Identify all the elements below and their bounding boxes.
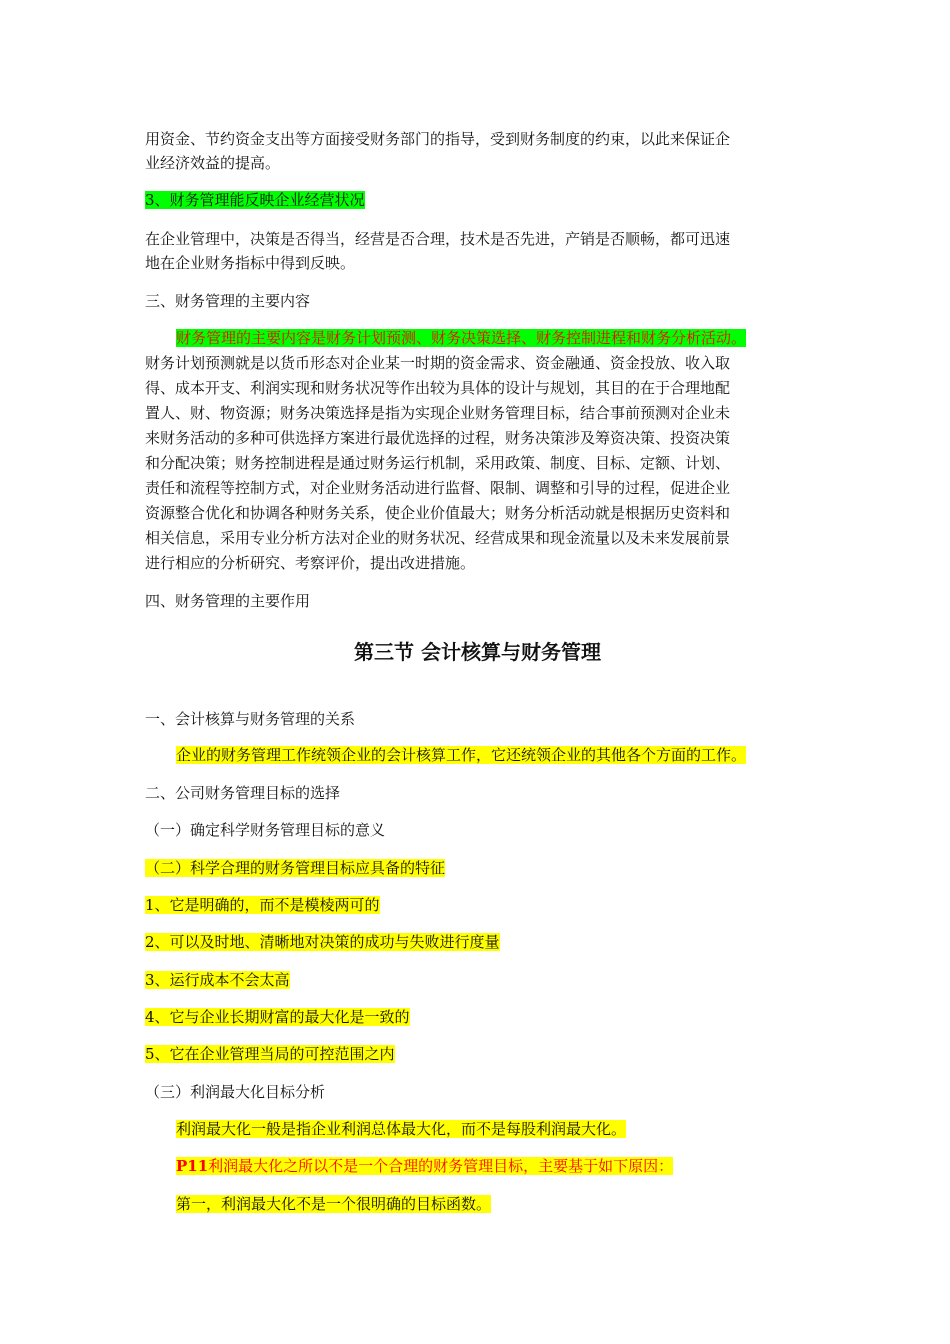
section-heading-4: 四、财务管理的主要作用 <box>145 592 311 610</box>
highlighted-text: 财务管理的主要内容是财务计划预测、财务决策选择、财务控制进程和财务分析活动。 <box>176 329 747 347</box>
relation-highlight-line <box>176 743 816 768</box>
highlighted-text: 5、它在企业管理当局的可控范围之内 <box>145 1045 395 1063</box>
paragraph-line: 业经济效益的提高。 <box>145 154 281 172</box>
page-reference: P11 <box>176 1157 209 1175</box>
section-heading-3: 三、财务管理的主要内容 <box>145 292 311 310</box>
paragraph-line: 得、成本开支、利润实现和财务状况等作出较为具体的设计与规划，其目的在于合理地配 <box>145 379 731 397</box>
profit-line-3 <box>176 1192 816 1217</box>
feature-item-4 <box>145 1005 810 1030</box>
feature-item-3 <box>145 968 810 993</box>
feature-item-5 <box>145 1042 810 1067</box>
paragraph-line: 责任和流程等控制方式，对企业财务活动进行监督、限制、调整和引导的过程，促进企业 <box>145 479 731 497</box>
goal-subheading-2 <box>145 856 810 881</box>
highlighted-text: （二）科学合理的财务管理目标应具备的特征 <box>145 859 446 877</box>
profit-line-1 <box>176 1117 816 1142</box>
highlighted-text <box>176 1157 673 1175</box>
highlighted-text: 3、财务管理能反映企业经营状况 <box>145 191 365 209</box>
paragraph-line: 进行相应的分析研究、考察评价，提出改进措施。 <box>145 554 476 572</box>
feature-item-1 <box>145 893 810 918</box>
goal-subheading-3: （三）利润最大化目标分析 <box>145 1083 326 1101</box>
paragraph-line: 相关信息，采用专业分析方法对企业的财务状况、经营成果和现金流量以及未来发展前景 <box>145 529 731 547</box>
goal-subheading-1: （一）确定科学财务管理目标的意义 <box>145 821 386 839</box>
paragraph-line: 在企业管理中，决策是否得当，经营是否合理，技术是否先进，产销是否顺畅，都可迅速 <box>145 230 731 248</box>
subheading-3 <box>145 188 810 213</box>
highlighted-text: 利润最大化一般是指企业利润总体最大化，而不是每股利润最大化。 <box>176 1120 627 1138</box>
paragraph-line: 财务计划预测就是以货币形态对企业某一时期的资金需求、资金融通、资金投放、收入取 <box>145 354 731 372</box>
highlighted-text: 3、运行成本不会太高 <box>145 971 290 989</box>
paragraph-line: 用资金、节约资金支出等方面接受财务部门的指导，受到财务制度的约束，以此来保证企 <box>145 130 731 148</box>
profit-reason-text: 利润最大化之所以不是一个合理的财务管理目标，主要基于如下原因： <box>208 1157 674 1175</box>
goal-heading: 二、公司财务管理目标的选择 <box>145 784 341 802</box>
relation-heading: 一、会计核算与财务管理的关系 <box>145 710 356 728</box>
highlighted-text: 第一，利润最大化不是一个很明确的目标函数。 <box>176 1195 492 1213</box>
paragraph-line: 资源整合优化和协调各种财务关系，使企业价值最大；财务分析活动就是根据历史资料和 <box>145 504 731 522</box>
paragraph-line: 来财务活动的多种可供选择方案进行最优选择的过程，财务决策涉及筹资决策、投资决策 <box>145 429 731 447</box>
highlighted-text: 4、它与企业长期财富的最大化是一致的 <box>145 1008 410 1026</box>
paragraph-line: 地在企业财务指标中得到反映。 <box>145 254 356 272</box>
section-title: 第三节 会计核算与财务管理 <box>354 640 601 664</box>
profit-line-2 <box>176 1154 816 1179</box>
paragraph-line: 置人、财、物资源；财务决策选择是指为实现企业财务管理目标，结合事前预测对企业未 <box>145 404 731 422</box>
highlighted-text: 企业的财务管理工作统领企业的会计核算工作，它还统领企业的其他各个方面的工作。 <box>176 746 747 764</box>
content-highlight-line <box>176 326 816 351</box>
paragraph-line: 和分配决策；财务控制进程是通过财务运行机制，采用政策、制度、目标、定额、计划、 <box>145 454 731 472</box>
highlighted-text: 2、可以及时地、清晰地对决策的成功与失败进行度量 <box>145 933 500 951</box>
feature-item-2 <box>145 930 810 955</box>
highlighted-text: 1、它是明确的，而不是模棱两可的 <box>145 896 380 914</box>
